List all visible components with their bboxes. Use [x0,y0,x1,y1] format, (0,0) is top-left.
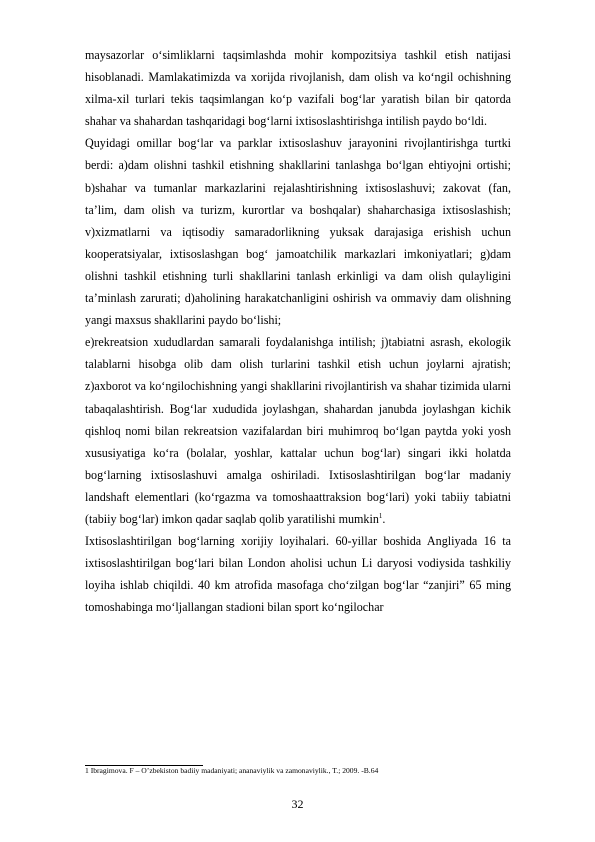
body-text [85,44,511,618]
paragraph-3-text: e)rekreatsion xududlardan samarali foydalanishga intilish; j)tabiatni asrash, ekologik talablarni hisobga olib dam olish turlarini tashkil etish uchun joylarni ajratish; z)axborot va ko‘ngilochishning yangi shakllarini rivojlantirish va shahar tizimida ularni tabaqalashtirish. Bog‘lar xududida joylashgan, shahardan janubda joylashgan kichik qishloq nomi bilan rekreatsion vazifalardan biri muhimroq bo‘lgan paytda yoki yosh xususiyatiga ko‘ra (bolalar, yoshlar, kattalar uchun bog‘lar) singari ikki holatda bog‘larning ixtisoslashuvi amalga oshiriladi. Ixtisoslashtirilgan bog‘lar madaniy landshaft elementlari (ko‘rgazma va tomoshaattraksion bog‘lari) yoki tabiiy tabiatni (tabiiy bog‘lar) imkon qadar saqlab qolib yaratilishi mumkin [85,335,511,526]
footnote-reference[interactable]: 1 [378,511,383,520]
paragraph-3 [85,331,511,530]
paragraph-4: Ixtisoslashtirilgan bog‘larning xorijiy loyihalari. 60-yillar boshida Angliyada 16 ta ixtisoslashtirilgan bog‘lari bilan London aholisi uchun Li daryosi vodiysida tashkiliy loyiha ishlab chiqildi. 40 km atrofida masofaga cho‘zilgan bog‘lar “zanjiri” 65 ming tomoshabinga mo‘ljallangan stadioni bilan sport ko‘ngilochar [85,534,511,615]
paragraph-3-end: . [382,511,386,526]
paragraph-2: Quyidagi omillar bog‘lar va parklar ixtisoslashuv jarayonini rivojlantirishga turtki berdi: a)dam olishni tashkil etishning shakllarini tanlashga bo‘lgan ehtiyojni ortishi; b)shahar va tumanlar markazlarini rejalashtirishning ixtisoslashuvi; zakovat (fan, ta’lim, dam olish va turizm, kurortlar va boshqalar) shaharchasiga ixtisoslashish; v)xizmatlarni va iqtisodiy samaradorlikning yuksak darajasiga erishish uchun kooperatsiyalar, ixtisoslashgan bog‘ jamoatchilik markazlari imkoniyatlari; g)dam olishni tashkil etishning turli shakllarini tanlash erkinligi va dam olish qulayligini ta’minlash zarurati; d)aholining harakatchanligini oshirish va ommaviy dam olishning yangi maxsus shakllarini paydo bo‘lishi; [85,136,511,328]
footnote: 1 Ibragimova. F – O’zbekiston badiiy madaniyati; ananaviylik va zamonaviylik., T.; 2009. -B.64 [85,766,379,775]
page-number: 32 [291,797,304,811]
paragraph-1: maysazorlar o‘simliklarni taqsimlashda mohir kompozitsiya tashkil etish natijasi hisoblanadi. Mamlakatimizda va xorijda rivojlanish, dam olish va ko‘ngil ochishning xilma-xil turlari tekis taqsimlangan ko‘p vazifali bog‘lar yaratish bilan bir qatorda shahar va shahardan tashqaridagi bog‘larni ixtisoslashtirishga intilish paydo bo‘ldi. [85,48,511,129]
